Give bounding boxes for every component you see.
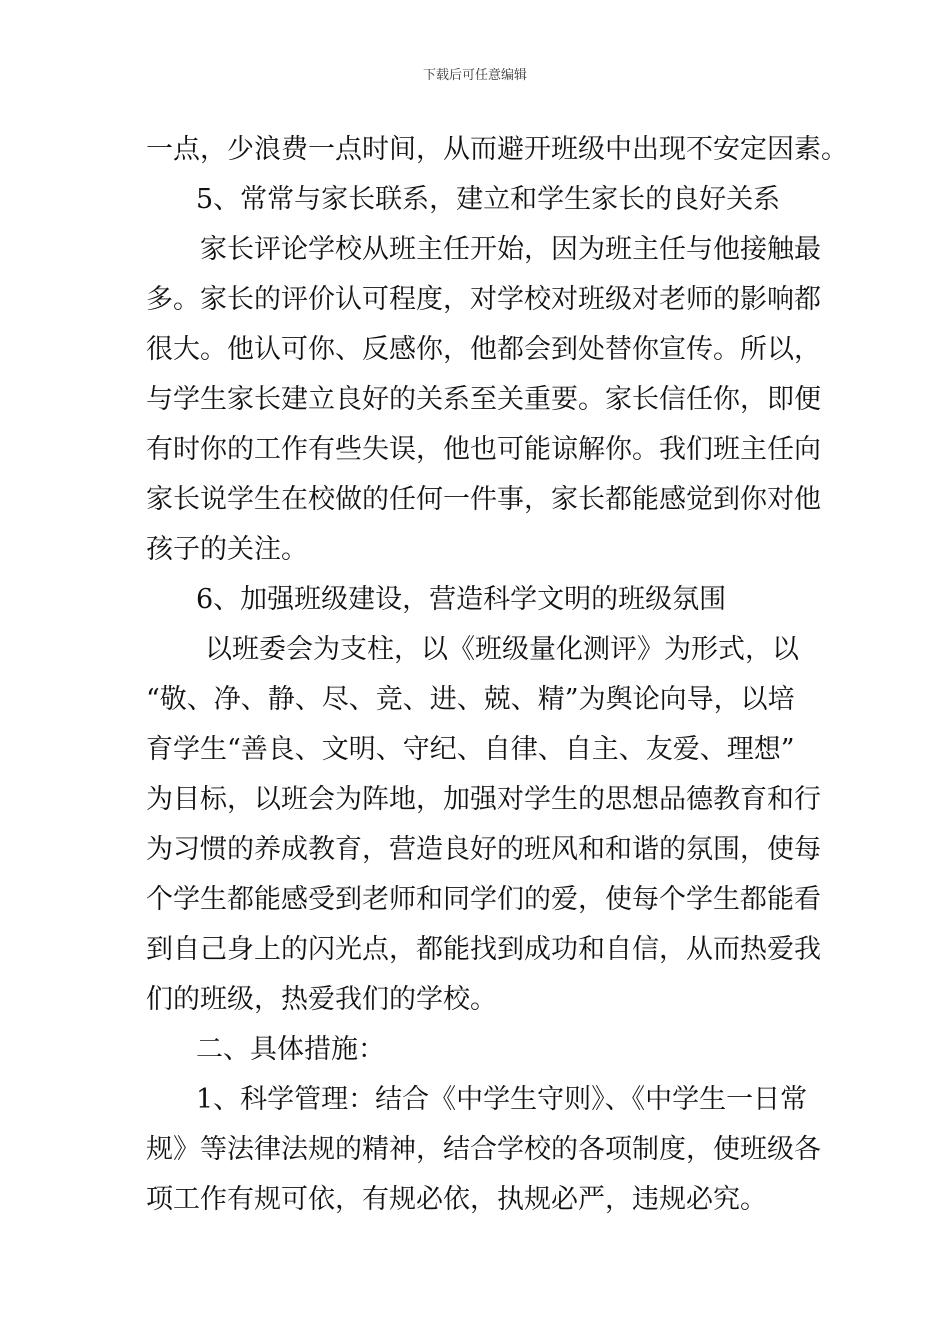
text-line: “敬、净、静、尽、竞、进、兢、精”为舆论向导，以培 [146,684,795,715]
text-line: 家长说学生在校做的任何一件事，家长都能感觉到你对他 [146,484,821,515]
text-line: 到自己身上的闪光点，都能找到成功和自信，从而热爱我 [146,934,821,965]
text-line: 们的班级，热爱我们的学校。 [146,984,497,1015]
text-line: 为目标，以班会为阵地，加强对学生的思想品德教育和行 [146,784,821,815]
text-line: 为习惯的养成教育，营造良好的班风和和谐的氛围，使每 [146,834,821,865]
text-line: 有时你的工作有些失误，他也可能谅解你。我们班主任向 [146,434,821,465]
text-line: 孩子的关注。 [146,534,308,565]
text-line: 1、科学管理：结合《中学生守则》、《中学生一日常 [196,1084,808,1115]
text-line: 与学生家长建立良好的关系至关重要。家长信任你，即便 [146,384,821,415]
text-line: 一点，少浪费一点时间，从而避开班级中出现不安定因素。 [146,134,848,165]
text-line: 项工作有规可依，有规必依，执规必严，违规必究。 [146,1184,767,1215]
text-line: 家长评论学校从班主任开始，因为班主任与他接触最 [200,234,821,265]
text-line: 育学生“善良、文明、守纪、自律、自主、友爱、理想” [146,734,795,765]
page-header: 下载后可任意编辑 [422,68,527,83]
text-line: 6、加强班级建设，营造科学文明的班级氛围 [196,584,727,615]
text-line: 个学生都能感受到老师和同学们的爱，使每个学生都能看 [146,884,821,915]
text-line: 多。家长的评价认可程度，对学校对班级对老师的影响都 [146,284,821,315]
text-line: 规》等法律法规的精神，结合学校的各项制度，使班级各 [146,1134,821,1165]
text-line: 很大。他认可你、反感你，他都会到处替你宣传。所以， [146,334,821,365]
text-line: 二、具体措施： [196,1034,385,1065]
text-line: 以班委会为支柱，以《班级量化测评》为形式，以 [205,634,799,665]
text-line: 5、常常与家长联系，建立和学生家长的良好关系 [196,184,781,215]
